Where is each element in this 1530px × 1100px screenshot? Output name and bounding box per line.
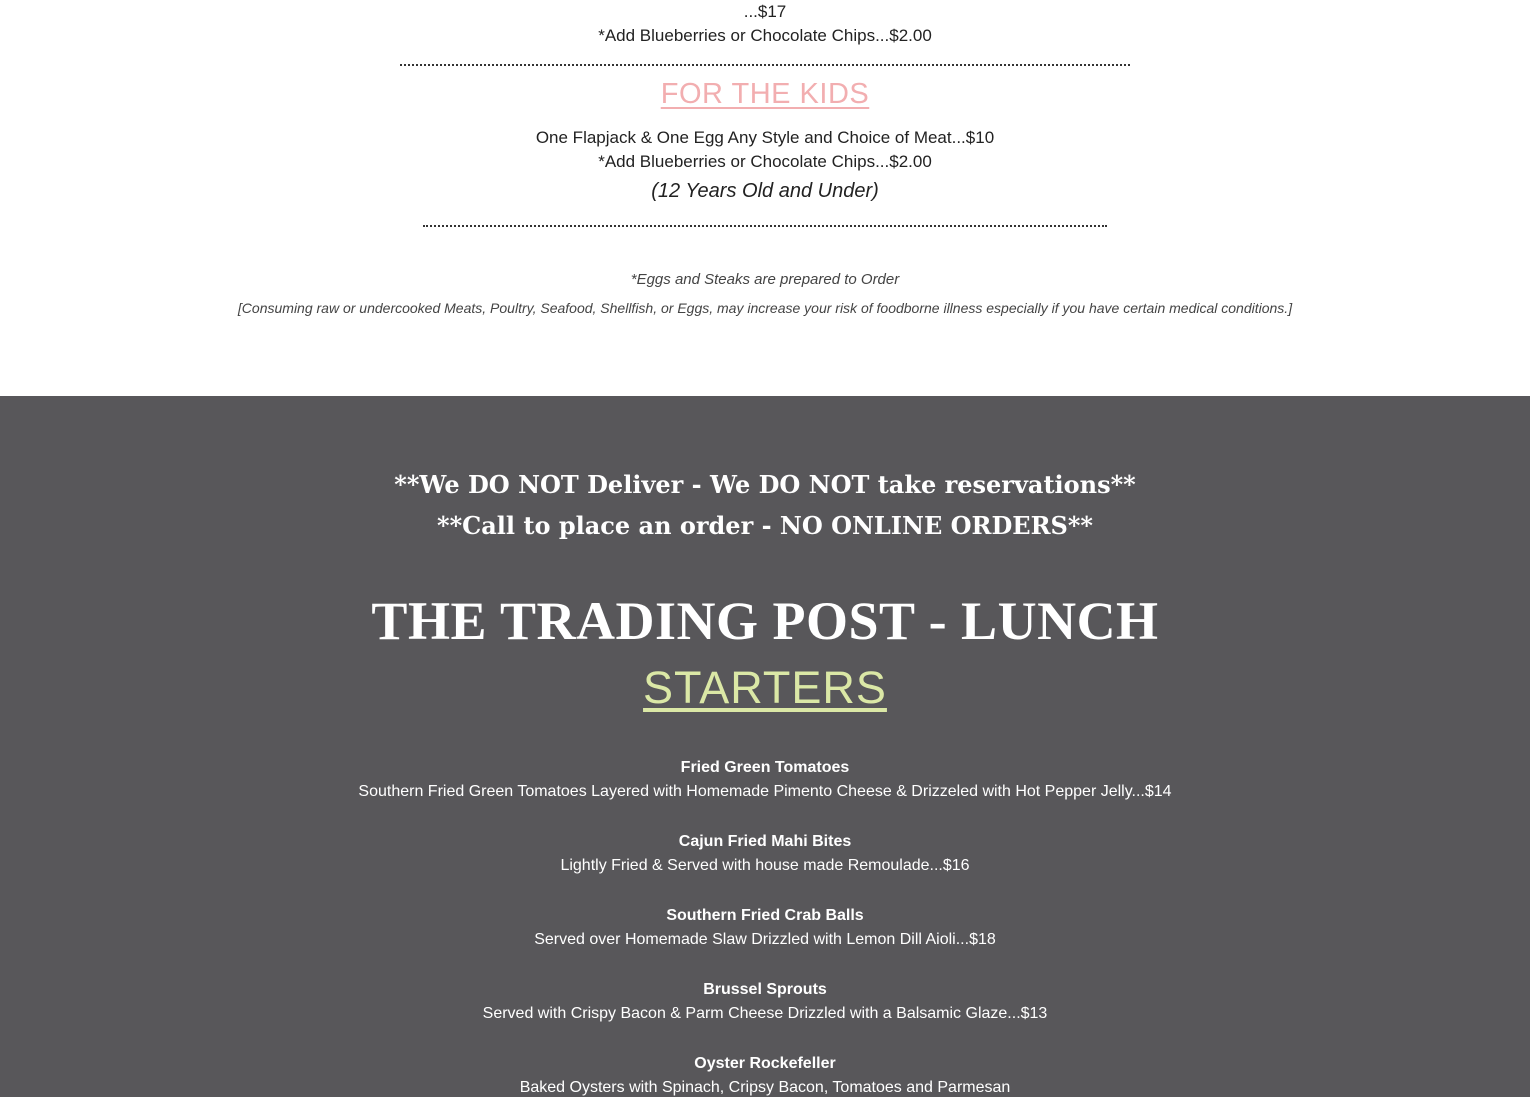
menu-item: [0, 1052, 1530, 1100]
menu-item-name: Southern Fried Crab Balls: [666, 907, 864, 924]
menu-item-name: Cajun Fried Mahi Bites: [678, 833, 852, 850]
menu-item-description: Baked Oysters with Spinach, Cripsy Bacon, Tomatoes and Parmesan: [519, 1079, 1011, 1096]
kids-menu-item: One Flapjack & One Egg Any Style and Choice of Meat...$10: [535, 128, 995, 147]
lunch-menu-section: [0, 396, 1530, 1097]
menu-item-name: Fried Green Tomatoes: [680, 759, 850, 776]
menu-item: [0, 978, 1530, 1026]
starters-section-title: STARTERS: [643, 662, 887, 713]
raw-food-disclaimer: [Consuming raw or undercooked Meats, Poultry, Seafood, Shellfish, or Eggs, may increase your risk of foodborne illness especially if you have certain medical conditions.]: [237, 300, 1293, 316]
kids-section-title: FOR THE KIDS: [660, 78, 870, 110]
menu-item-description: Southern Fried Green Tomatoes Layered with Homemade Pimento Cheese & Drizzeled with Hot Pepper Jelly...$14: [358, 783, 1172, 800]
lunch-menu-title: THE TRADING POST - LUNCH: [371, 591, 1159, 651]
menu-item-description: Served with Crispy Bacon & Parm Cheese Drizzled with a Balsamic Glaze...$13: [482, 1005, 1048, 1022]
eggs-disclaimer: *Eggs and Steaks are prepared to Order: [630, 271, 900, 288]
kids-age-note: (12 Years Old and Under): [651, 180, 879, 202]
menu-item: [0, 904, 1530, 952]
menu-item: [0, 830, 1530, 878]
dotted-divider: [423, 225, 1107, 227]
menu-item-name: Oyster Rockefeller: [694, 1055, 836, 1072]
kids-menu-addon: *Add Blueberries or Chocolate Chips...$2.00: [598, 152, 932, 171]
ordering-notice: **Call to place an order - NO ONLINE ORDERS**: [437, 511, 1093, 540]
menu-item-description: Served over Homemade Slaw Drizzled with Lemon Dill Aioli...$18: [534, 931, 996, 948]
menu-item-addon: *Add Blueberries or Chocolate Chips...$2.00: [598, 26, 932, 45]
menu-item-name: Brussel Sprouts: [703, 981, 827, 998]
breakfast-menu-section: [0, 0, 1530, 396]
menu-item: [0, 756, 1530, 804]
dotted-divider: [400, 64, 1130, 66]
delivery-notice: **We DO NOT Deliver - We DO NOT take reservations**: [394, 470, 1136, 499]
menu-item-description: Lightly Fried & Served with house made Remoulade...$16: [560, 857, 970, 874]
menu-item-price: ...$17: [743, 2, 787, 21]
